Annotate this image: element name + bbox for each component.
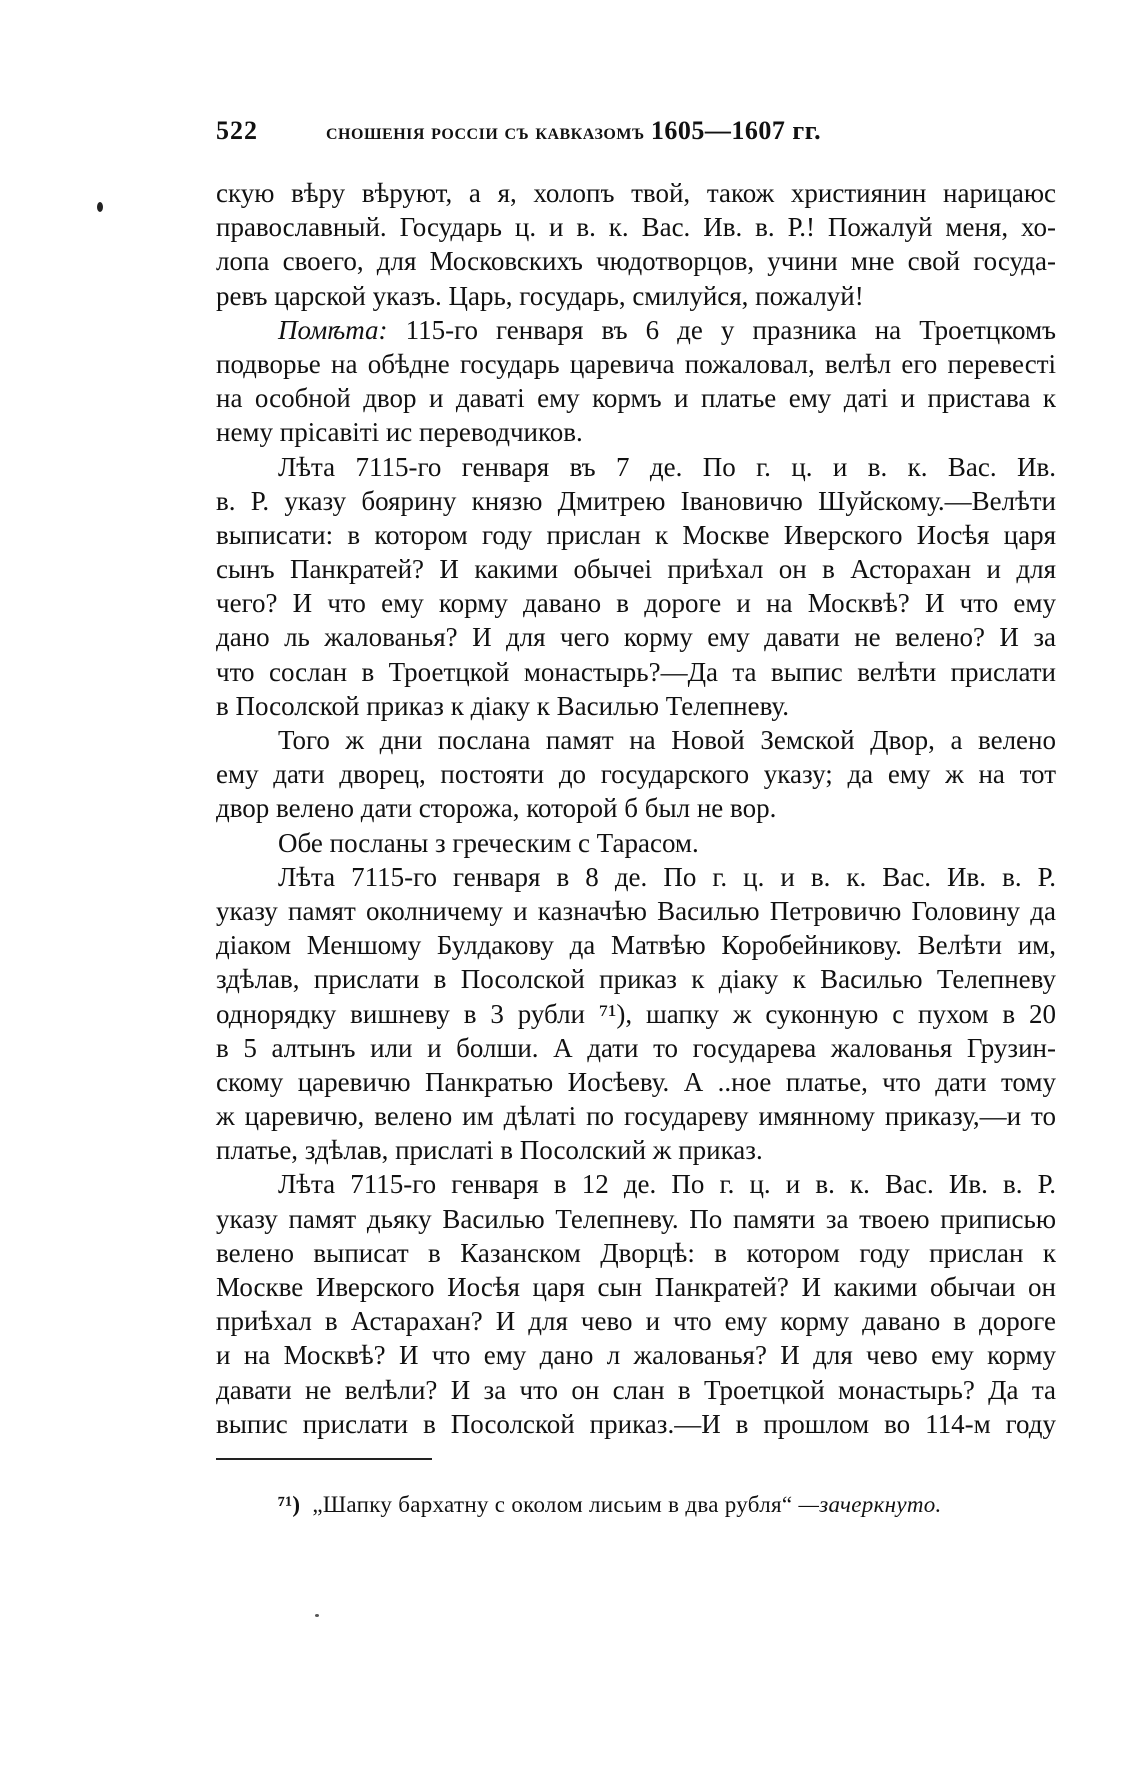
text-line <box>216 689 1056 723</box>
line-text: православный. Государь ц. и в. к. Вас. Ив. в. Р.! Пожалуй меня, хо- <box>216 212 1056 243</box>
text-line <box>216 552 1056 586</box>
text-line <box>216 347 1056 381</box>
text-line <box>216 176 1056 210</box>
text-line <box>216 826 1056 860</box>
text-line <box>216 1167 1056 1201</box>
text-line <box>216 484 1056 518</box>
body-text <box>216 176 1056 1441</box>
page-header <box>216 116 1054 156</box>
line-text: Того ж дни послана памят на Новой Земской Двор, а велено <box>278 725 1056 755</box>
text-line <box>216 1065 1056 1099</box>
text-line <box>216 1202 1056 1236</box>
footnote <box>278 1492 942 1518</box>
line-text: ж царевичю, велено им дѣлаті по государеву имянному приказу,—и то <box>216 1101 1056 1132</box>
line-text: приѣхал в Астарахан? И для чево и что ему корму давано в дороге <box>216 1306 1056 1337</box>
text-line <box>216 997 1056 1031</box>
line-text: ему дати дворец, постояти до государского указу; да ему ж на тот <box>216 759 1056 790</box>
footnote-mark: ⁷¹) <box>278 1492 301 1517</box>
text-line <box>216 620 1056 654</box>
text-line <box>216 1270 1056 1304</box>
running-title <box>326 116 821 146</box>
line-text: скую вѣру вѣруют, а я, холопъ твой, також християнин нарицаюс <box>216 178 1056 208</box>
line-text: что сослан в Троетцкой монастырь?—Да та выпис велѣти прислати <box>216 656 1056 687</box>
line-text: давати не велѣли? И за что он слан в Троетцкой монастырь? Да та <box>216 1374 1056 1405</box>
line-text: Лѣта 7115-го генваря въ 7 де. По г. ц. и в. к. Вас. Ив. <box>278 451 1056 482</box>
line-text: в. Р. указу боярину князю Дмитрею Івановичю Шуйскому.—Велѣти <box>216 485 1056 516</box>
text-line <box>216 757 1056 791</box>
line-text: указу памят дьяку Василью Телепневу. По памяти за твоею приписью <box>216 1203 1056 1234</box>
text-line <box>216 723 1056 757</box>
text-line <box>216 791 1056 825</box>
line-text: на особной двор и даваті ему кормъ и платье ему даті и пристава к <box>216 383 1056 414</box>
text-line <box>216 381 1056 415</box>
text-line <box>216 415 1056 449</box>
text-line <box>216 1031 1056 1065</box>
stray-mark <box>315 1614 319 1617</box>
text-line <box>216 1373 1056 1407</box>
text-line <box>216 210 1056 244</box>
line-text: Лѣта 7115-го генваря в 8 де. По г. ц. и в. к. Вас. Ив. в. Р. <box>278 861 1056 892</box>
text-line <box>216 1407 1056 1441</box>
text-line <box>216 244 1056 278</box>
text-line <box>216 1236 1056 1270</box>
text-line <box>216 860 1056 894</box>
line-text: Лѣта 7115-го генваря в 12 де. По г. ц. и в. к. Вас. Ив. в. Р. <box>278 1169 1056 1200</box>
footnote-rule <box>216 1458 432 1460</box>
line-text: однорядку вишневу в 3 рубли ⁷¹), шапку ж суконную с пухом в 20 <box>216 998 1056 1029</box>
line-text: Обе посланы з греческим с Тарасом. <box>278 827 699 858</box>
line-text: ревъ царской указъ. Царь, государь, смилуйся, пожалуй! <box>216 280 864 311</box>
text-line <box>216 518 1056 552</box>
text-line <box>216 962 1056 996</box>
running-title-years: 1605—1607 гг. <box>650 116 822 145</box>
line-text: чего? И что ему корму давано в дороге и на Москвѣ? И что ему <box>216 588 1056 619</box>
line-text: велено выписат в Казанском Дворцѣ: в котором году прислан к <box>216 1237 1056 1268</box>
text-line <box>216 1133 1056 1167</box>
line-text: нему прісавіті ис переводчиков. <box>216 417 583 448</box>
text-line <box>216 655 1056 689</box>
line-text: сынъ Панкратей? И какими обычеі приѣхал он в Асторахан и для <box>216 554 1056 585</box>
line-text: в 5 алтынъ или и болши. А дати то государева жалованья Грузин- <box>216 1032 1056 1063</box>
text-line <box>216 450 1056 484</box>
line-prefix: Помѣта: <box>278 314 388 345</box>
line-text: платье, здѣлав, прислаті в Посолский ж приказ. <box>216 1135 763 1166</box>
text-line <box>216 928 1056 962</box>
text-line <box>216 279 1056 313</box>
line-text: в Посолской приказ к діаку к Василью Телепневу. <box>216 690 789 721</box>
line-text: выпис прислати в Посолской приказ.—И в прошлом во 114-м году <box>216 1408 1056 1439</box>
line-text: 115-го генваря въ 6 де у празника на Троетцкомъ <box>387 314 1056 345</box>
text-line <box>216 894 1056 928</box>
margin-mark <box>97 202 103 212</box>
line-text: діаком Меншому Булдакову да Матвѣю Коробейникову. Велѣти им, <box>216 930 1056 961</box>
line-text: скому царевичю Панкратью Иосѣеву. А ..ное платье, что дати тому <box>216 1066 1056 1097</box>
footnote-text: „Шапку бархатну с околом лисьим в два рубля“ <box>312 1492 793 1517</box>
line-text: дано ль жалованья? И для чего корму ему давати не велено? И за <box>216 622 1056 653</box>
text-line <box>216 1338 1056 1372</box>
running-title-text: сношенія россіи съ кавказомъ <box>326 119 645 144</box>
line-text: Москве Иверского Иосѣя царя сын Панкратей? И какими обычаи он <box>216 1272 1056 1302</box>
line-text: и на Москвѣ? И что ему дано л жалованья? И для чево ему корму <box>216 1340 1056 1371</box>
text-line <box>216 1304 1056 1338</box>
line-text: указу памят околничему и казначѣю Василью Петровичю Головину да <box>216 895 1056 926</box>
text-line <box>216 313 1056 347</box>
line-text: подворье на обѣдне государь царевича пожаловал, велѣл его перевесті <box>216 348 1056 379</box>
line-text: лопа своего, для Московскихъ чюдотворцов, учини мне свой госуда- <box>216 246 1056 277</box>
page-number: 522 <box>216 116 258 145</box>
line-text: двор велено дати сторожа, которой б был не вор. <box>216 793 777 824</box>
line-text: выписати: в котором году прислан к Москве Иверского Иосѣя царя <box>216 519 1056 550</box>
footnote-note: —зачеркнуто. <box>798 1492 942 1517</box>
text-line <box>216 586 1056 620</box>
text-line <box>216 1099 1056 1133</box>
line-text: здѣлав, прислати в Посолской приказ к діаку к Василью Телепневу <box>216 964 1056 995</box>
